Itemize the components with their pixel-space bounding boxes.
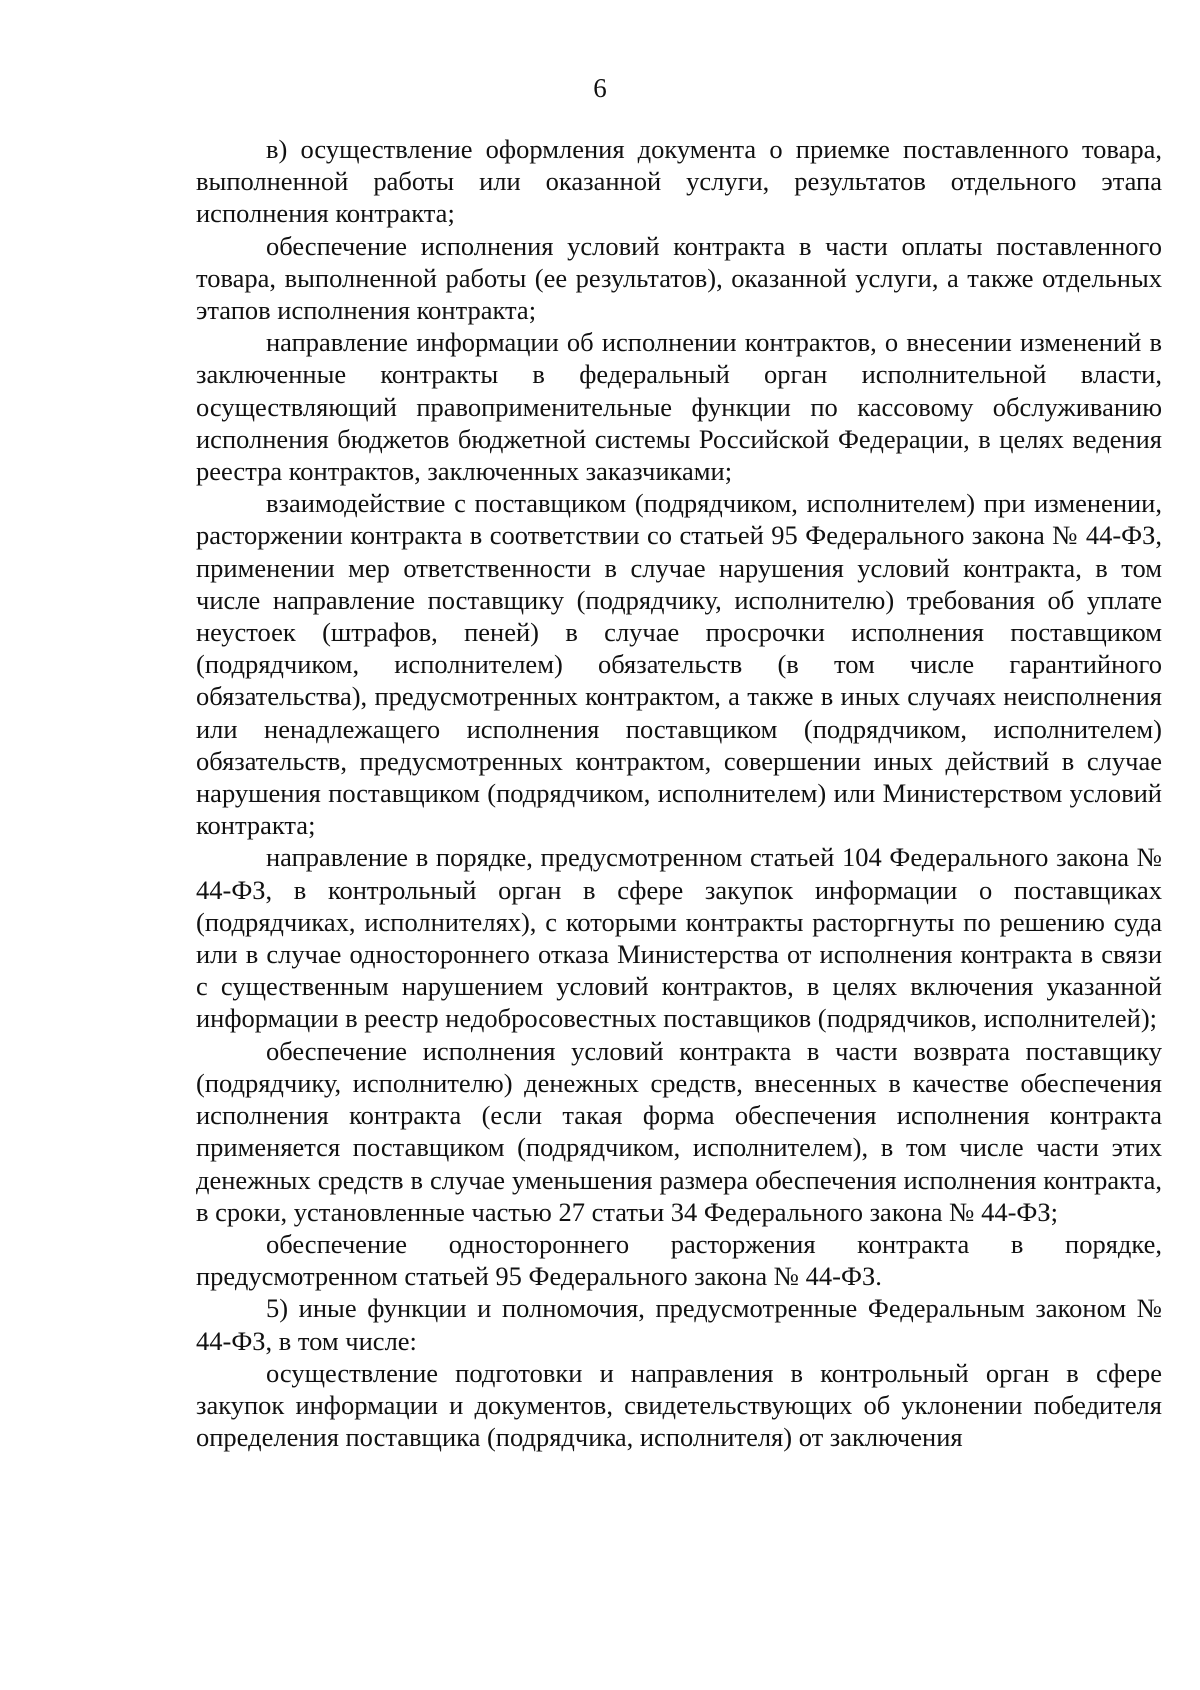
paragraph-acceptance-document: в) осуществление оформления документа о приемке поставленного товара, выполненной работы или оказанной услуги, результатов отдельного этапа исполнения контракта; xyxy=(196,134,1162,229)
paragraph-evasion-information: осуществление подготовки и направления в контрольный орган в сфере закупок информации и документов, свидетельствующих об уклонении победителя определения поставщика (подрядчика, исполнителя) от заключения xyxy=(196,1357,1162,1453)
paragraph-payment-conditions: обеспечение исполнения условий контракта в части оплаты поставленного товара, выполненной работы (ее результатов), оказанной услуги, а также отдельных этапов исполнения контракта; xyxy=(196,230,1162,326)
paragraph-contract-information: направление информации об исполнении контрактов, о внесении изменений в заключенные контракты в федеральный орган исполнительной власти, осуществляющий правоприменительные функции по кассовому обслуживанию исполнения бюджетов бюджетной системы Российской Федерации, в целях ведения реестра контрактов, заключенных заказчиками; xyxy=(196,327,1162,487)
document-body xyxy=(196,133,1162,1453)
paragraph-other-functions: 5) иные функции и полномочия, предусмотренные Федеральным законом № 44-ФЗ, в том числе: xyxy=(196,1293,1162,1356)
paragraph-control-body-notice: направление в порядке, предусмотренном статьей 104 Федерального закона № 44-ФЗ, в контрольный орган в сфере закупок информации о поставщиках (подрядчиках, исполнителях), с которыми контракты расторгнуты по решению суда или в случае одностороннего отказа Министерства от исполнения контракта в связи с существенным нарушением условий контрактов, в целях включения указанной информации в реестр недобросовестных поставщиков (подрядчиков, исполнителей); xyxy=(196,842,1162,1034)
paragraph-unilateral-termination: обеспечение одностороннего расторжения контракта в порядке, предусмотренном статьей 95 Федерального закона № 44-ФЗ. xyxy=(196,1228,1162,1292)
paragraph-security-return: обеспечение исполнения условий контракта в части возврата поставщику (подрядчику, исполнителю) денежных средств, внесенных в качестве обеспечения исполнения контракта (если такая форма обеспечения исполнения контракта применяется поставщиком (подрядчиком, исполнителем), в том числе части этих денежных средств в случае уменьшения размера обеспечения исполнения контракта, в сроки, установленные частью 27 статьи 34 Федерального закона № 44-ФЗ; xyxy=(196,1035,1162,1227)
page-number: 6 xyxy=(593,73,607,103)
paragraph-supplier-interaction: взаимодействие с поставщиком (подрядчиком, исполнителем) при изменении, расторжении контракта в соответствии со статьей 95 Федерального закона № 44-ФЗ, применении мер ответственности в случае нарушения условий контракта, в том числе направление поставщику (подрядчику, исполнителю) требования об уплате неустоек (штрафов, пеней) в случае просрочки исполнения поставщиком (подрядчиком, исполнителем) обязательств (в том числе гарантийного обязательства), предусмотренных контрактом, а также в иных случаях неисполнения или ненадлежащего исполнения поставщиком (подрядчиком, исполнителем) обязательств, предусмотренных контрактом, совершении иных действий в случае нарушения поставщиком (подрядчиком, исполнителем) или Министерством условий контракта; xyxy=(196,488,1162,841)
